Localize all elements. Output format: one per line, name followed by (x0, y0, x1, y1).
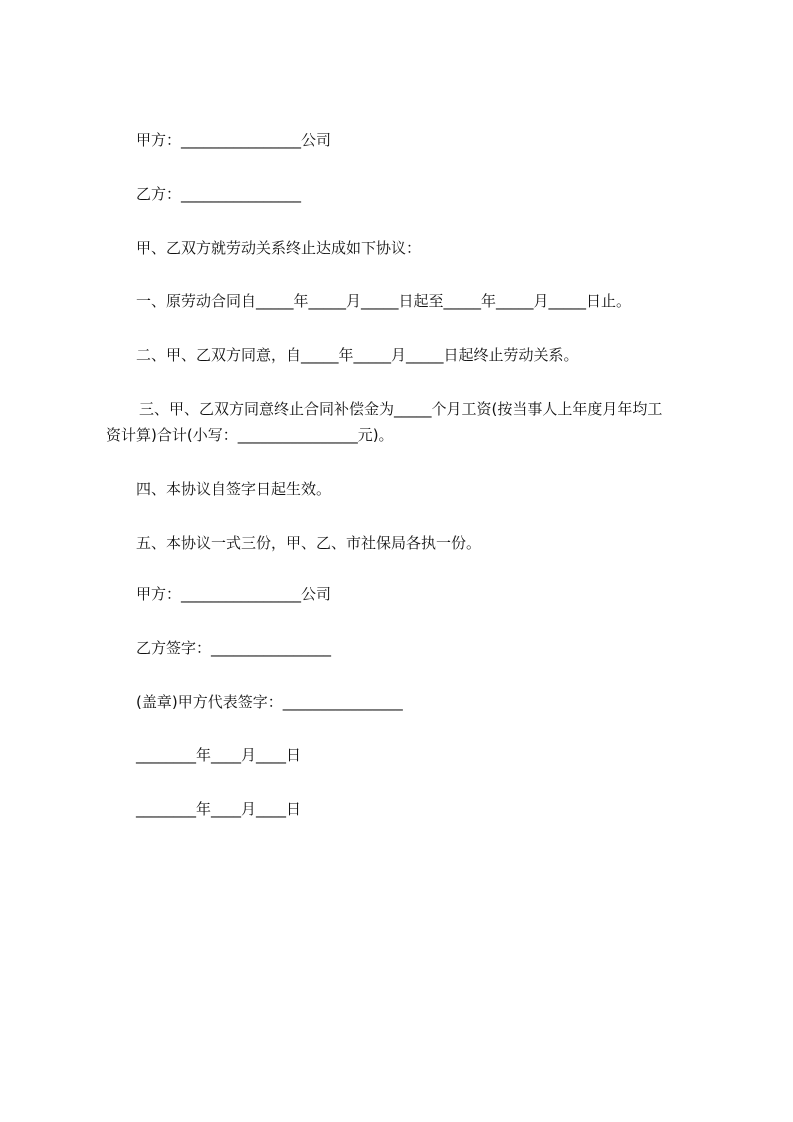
clause-3-line-1: 三、甲、乙双方同意终止合同补偿金为_____个月工资(按当事人上年度月年均工 (139, 400, 663, 418)
clause-5: 五、本协议一式三份，甲、乙、市社保局各执一份。 (136, 534, 482, 552)
clause-4: 四、本协议自签字日起生效。 (136, 480, 332, 498)
date-line-1: ________年____月____日 (136, 746, 302, 764)
clause-2: 二、甲、乙双方同意，自_____年_____月_____日起终止劳动关系。 (136, 346, 579, 364)
clause-1: 一、原劳动合同自_____年_____月_____日起至_____年_____月_____日止。 (136, 292, 632, 310)
party-b-line: 乙方：________________ (136, 185, 302, 203)
date-line-2: ________年____月____日 (136, 800, 302, 818)
representative-signature-line: (盖章)甲方代表签字：________________ (136, 693, 403, 711)
party-a-line: 甲方：________________公司 (136, 131, 332, 149)
agreement-intro: 甲、乙双方就劳动关系终止达成如下协议： (136, 239, 422, 257)
clause-3-line-2: 资计算)合计(小写：________________元)。 (106, 426, 394, 444)
party-a-signature-line: 甲方：________________公司 (136, 585, 332, 603)
party-b-signature-line: 乙方签字：________________ (136, 639, 332, 657)
